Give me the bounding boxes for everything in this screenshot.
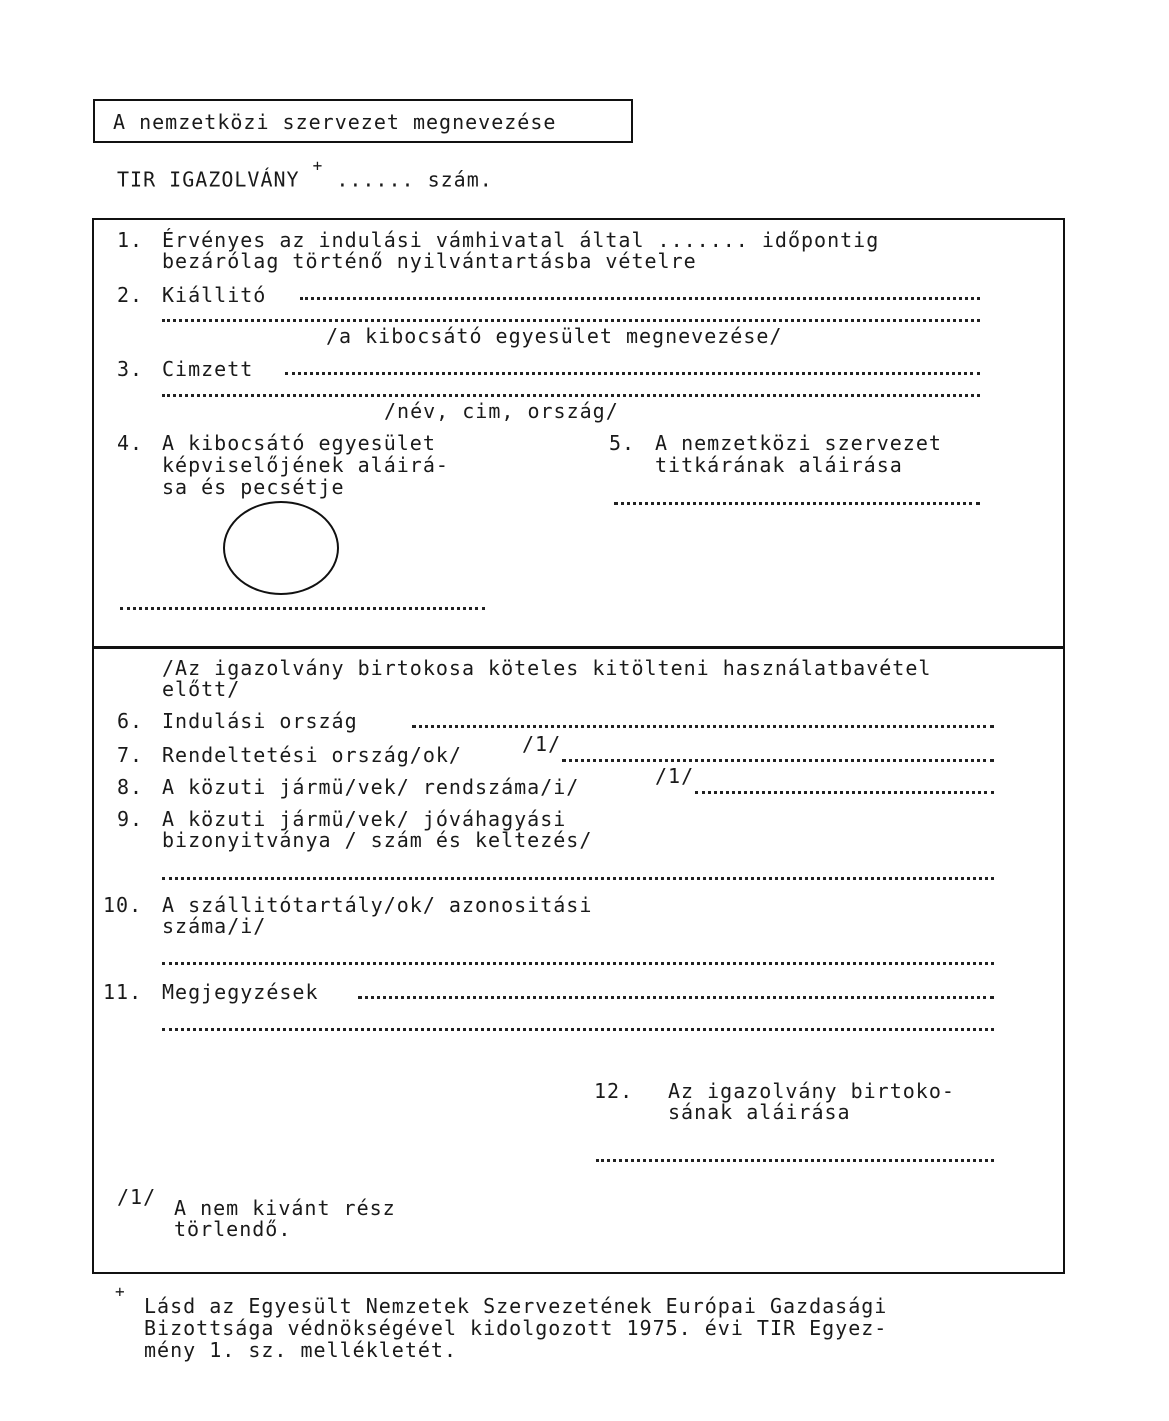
deletion-note-line1: A nem kivánt rész [174,1196,396,1220]
item9-line1: A közuti jármü/vek/ jóváhagyási [162,807,567,831]
footnote-line1: Lásd az Egyesült Nemzetek Szervezetének Európai Gazdasági [144,1294,888,1318]
item5-number: 5. [609,431,636,455]
item4-line2: képviselőjének aláirá- [162,453,449,477]
deletion-note-marker: /1/ [117,1185,157,1209]
organization-name-box [93,99,633,143]
stamp-circle [223,501,339,595]
issuer-signature-field[interactable] [120,607,485,610]
item5-line1: A nemzetközi szervezet [655,431,942,455]
tir-number-label: ...... szám. [336,167,493,192]
item4-line3: sa és pecsétje [162,475,345,499]
organization-name-label: A nemzetközi szervezet megnevezése [113,110,557,134]
item6-number: 6. [117,709,144,733]
item9-number: 9. [117,807,144,831]
item4-line1: A kibocsátó egyesület [162,431,436,455]
item10-line2: száma/i/ [162,914,267,938]
tir-title: TIR IGAZOLVÁNY [117,167,300,192]
holder-signature-field[interactable] [596,1159,994,1162]
remarks-field-line2[interactable] [162,1028,994,1031]
item1-line2: bezárólag történő nyilvántartásba vételre [162,249,697,273]
holder-intro-line2: előtt/ [162,677,241,701]
item7-footnote-ref: /1/ [522,732,562,756]
item8-number: 8. [117,775,144,799]
item10-number: 10. [103,893,143,917]
item1-line1: Érvényes az indulási vámhivatal által ....... időpontig [162,228,880,252]
item10-line1: A szállitótartály/ok/ azonositási [162,893,593,917]
item7-number: 7. [117,743,144,767]
destination-country-field[interactable] [562,759,994,762]
item1-number: 1. [117,228,144,252]
registration-number-field[interactable] [695,791,994,794]
item3-caption: /név, cim, ország/ [384,399,619,423]
item11-label: Megjegyzések [162,980,319,1004]
item12-line1: Az igazolvány birtoko- [668,1079,955,1103]
item3-number: 3. [117,357,144,381]
item2-caption: /a kibocsátó egyesület megnevezése/ [326,324,783,348]
container-id-field[interactable] [162,962,994,965]
item2-label: Kiállitó [162,283,267,307]
item8-label: A közuti jármü/vek/ rendszáma/i/ [162,775,580,799]
footnote-line3: mény 1. sz. mellékletét. [144,1338,457,1362]
item3-label: Cimzett [162,357,254,381]
departure-country-field[interactable] [412,725,994,728]
item2-number: 2. [117,283,144,307]
item6-label: Indulási ország [162,709,358,733]
item9-line2: bizonyitványa / szám és keltezés/ [162,828,593,852]
secretary-signature-field[interactable] [614,502,980,505]
tir-plus-marker: + [312,156,324,175]
item12-line2: sának aláirása [668,1100,851,1124]
item4-number: 4. [117,431,144,455]
item12-number: 12. [594,1079,634,1103]
holder-intro-line1: /Az igazolvány birtokosa köteles kitölteni használatbavétel [162,656,932,680]
tir-title-line [117,156,493,192]
issuer-field-line1[interactable] [300,297,980,300]
holder-section-frame [92,646,1065,1274]
item8-footnote-ref: /1/ [655,764,695,788]
item7-label: Rendeltetési ország/ok/ [162,743,462,767]
remarks-field-line1[interactable] [358,996,994,999]
consignee-field-line2[interactable] [162,394,980,397]
consignee-field-line1[interactable] [285,372,980,375]
item11-number: 11. [103,980,143,1004]
deletion-note-line2: törlendő. [174,1217,292,1241]
item5-line2: titkárának aláirása [655,453,903,477]
footnote-marker: + [115,1282,126,1301]
footnote-line2: Bizottsága védnökségével kidolgozott 1975. évi TIR Egyez- [144,1316,888,1340]
approval-certificate-field[interactable] [162,877,994,880]
issuer-field-line2[interactable] [162,319,980,322]
